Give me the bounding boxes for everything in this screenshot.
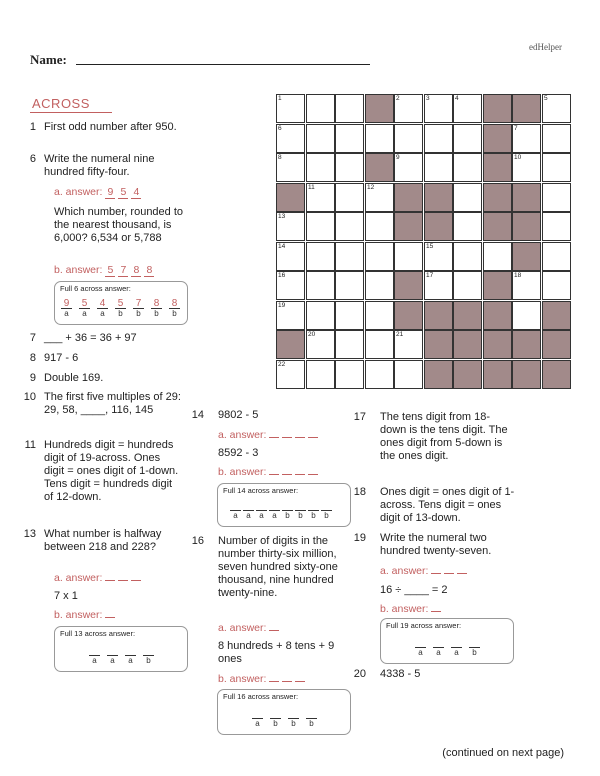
answer-slot[interactable]: a <box>125 645 136 665</box>
answer-slot[interactable]: 5 b <box>115 298 126 318</box>
grid-cell[interactable] <box>483 242 512 271</box>
grid-block <box>483 183 512 212</box>
grid-cell[interactable] <box>453 94 482 123</box>
grid-cell[interactable] <box>365 124 394 153</box>
grid-cell-number: 22 <box>278 361 286 368</box>
answer-slot[interactable]: 5 a <box>79 298 90 318</box>
grid-block <box>512 242 541 271</box>
answer-digit[interactable]: 9 <box>105 186 115 199</box>
clue-6-across <box>22 153 192 181</box>
grid-cell-number: 14 <box>278 243 286 250</box>
grid-cell[interactable] <box>306 153 335 182</box>
grid-cell[interactable] <box>365 360 394 389</box>
clue-number: 18 <box>353 486 366 498</box>
answer-digit[interactable] <box>457 573 467 574</box>
full-answer-label: Full 14 across answer: <box>223 486 299 495</box>
grid-cell[interactable] <box>306 301 335 330</box>
clue-11-across <box>22 439 192 519</box>
grid-block <box>542 330 571 359</box>
clue-number: 7 <box>29 332 36 344</box>
grid-cell[interactable] <box>365 330 394 359</box>
grid-cell[interactable] <box>453 153 482 182</box>
grid-cell[interactable] <box>542 183 571 212</box>
answer-slot[interactable]: a <box>107 645 118 665</box>
clue-14-b-answer <box>218 466 321 478</box>
grid-cell-number: 18 <box>514 272 522 279</box>
continued-note: (continued on next page) <box>442 747 564 759</box>
full-answer-box-13 <box>54 626 188 672</box>
answer-digit[interactable] <box>105 580 115 581</box>
clue-text: First odd number after 950. <box>44 121 177 133</box>
grid-block <box>424 330 453 359</box>
clue-16-b-answer <box>218 673 308 685</box>
clue-text: Write the numeral nine hundred fifty-four. <box>44 153 155 178</box>
full-answer-box-16 <box>217 689 351 735</box>
answer-slot[interactable]: a <box>252 708 263 728</box>
clue-text: Double 169. <box>44 372 104 384</box>
grid-cell[interactable] <box>276 153 305 182</box>
grid-cell[interactable] <box>394 124 423 153</box>
grid-cell[interactable] <box>542 124 571 153</box>
grid-block <box>483 153 512 182</box>
answer-slot[interactable]: b <box>270 708 281 728</box>
clue-13-across <box>22 528 192 568</box>
grid-cell[interactable] <box>335 360 364 389</box>
name-label: Name: <box>30 52 67 67</box>
answer-label: a. answer: <box>218 429 267 441</box>
answer-digit[interactable] <box>269 474 279 475</box>
grid-block <box>453 330 482 359</box>
grid-cell-number: 21 <box>396 331 404 338</box>
brand-label: edHelper <box>529 42 562 52</box>
clue-number: 11 <box>24 439 36 451</box>
grid-cell-number: 12 <box>367 184 375 191</box>
grid-block <box>542 360 571 389</box>
grid-cell[interactable] <box>306 242 335 271</box>
clue-14-across <box>190 409 350 423</box>
grid-cell-number: 7 <box>514 125 518 132</box>
clue-13-b-text: 7 x 1 <box>54 590 78 602</box>
clue-text: Ones digit = ones digit of 1-across. Tens digit = ones digit of 13-down. <box>380 486 515 524</box>
clue-9-across <box>22 372 192 386</box>
answer-slot[interactable]: a <box>256 500 267 520</box>
grid-block <box>542 301 571 330</box>
clue-17-across <box>352 411 532 465</box>
answer-digit[interactable]: 5 <box>118 186 128 199</box>
grid-cell-number: 9 <box>396 154 400 161</box>
clue-number: 10 <box>23 391 36 403</box>
grid-cell[interactable] <box>453 242 482 271</box>
grid-cell[interactable] <box>365 183 394 212</box>
clue-13-a-answer <box>54 572 144 584</box>
grid-cell[interactable] <box>365 242 394 271</box>
grid-cell[interactable] <box>512 271 541 300</box>
grid-block <box>483 301 512 330</box>
answer-slot[interactable]: b <box>295 500 306 520</box>
answer-label: b. answer: <box>218 673 267 685</box>
grid-cell[interactable] <box>306 183 335 212</box>
grid-block <box>394 212 423 241</box>
clue-18-across <box>352 486 532 526</box>
grid-cell[interactable] <box>306 124 335 153</box>
grid-cell[interactable] <box>512 124 541 153</box>
grid-cell-number: 5 <box>544 95 548 102</box>
clue-14-a-answer <box>218 429 321 441</box>
answer-slot[interactable]: b <box>306 708 317 728</box>
answer-digit[interactable] <box>269 437 279 438</box>
grid-cell[interactable] <box>335 301 364 330</box>
grid-cell[interactable] <box>276 212 305 241</box>
grid-cell[interactable] <box>394 330 423 359</box>
answer-digit[interactable] <box>282 474 292 475</box>
answer-slot[interactable]: b <box>143 645 154 665</box>
answer-slot[interactable]: a <box>415 637 426 657</box>
answer-digit[interactable] <box>269 681 279 682</box>
grid-block <box>276 330 305 359</box>
clue-text: Number of digits in the number thirty-six million, seven hundred sixty-one thousand, nine hundred twenty-nine. <box>218 535 338 599</box>
grid-block <box>483 360 512 389</box>
answer-digit[interactable]: 7 <box>118 264 128 277</box>
grid-cell[interactable] <box>542 242 571 271</box>
grid-cell-number: 20 <box>308 331 316 338</box>
answer-digit[interactable]: 4 <box>131 186 141 199</box>
clue-text-sequence: 29, 58, ____, 116, 145 <box>44 404 154 416</box>
clue-text: Hundreds digit = hundreds digit of 19-across. Ones digit = ones digit of 1-down. Tens digit = hundreds digit of 12-down. <box>44 439 179 503</box>
grid-cell-number: 4 <box>455 95 459 102</box>
clue-text: The first five multiples of 29: <box>44 391 181 403</box>
answer-digit[interactable] <box>269 630 279 631</box>
answer-label: b. answer: <box>54 264 103 276</box>
grid-cell[interactable] <box>335 271 364 300</box>
grid-cell[interactable] <box>335 242 364 271</box>
grid-cell[interactable] <box>424 153 453 182</box>
answer-slot[interactable]: b <box>288 708 299 728</box>
grid-block <box>424 212 453 241</box>
answer-label: a. answer: <box>380 565 429 577</box>
grid-cell-number: 10 <box>514 154 522 161</box>
grid-cell[interactable] <box>335 183 364 212</box>
answer-label: a. answer: <box>218 622 267 634</box>
full-answer-label: Full 13 across answer: <box>60 629 136 638</box>
grid-block <box>483 330 512 359</box>
clue-16-a-answer <box>218 622 282 634</box>
grid-cell[interactable] <box>394 360 423 389</box>
grid-cell[interactable] <box>424 271 453 300</box>
grid-cell[interactable] <box>306 360 335 389</box>
answer-slot[interactable]: a <box>230 500 241 520</box>
answer-slot[interactable]: 7 b <box>133 298 144 318</box>
grid-cell[interactable] <box>453 124 482 153</box>
grid-block <box>512 183 541 212</box>
clue-number: 13 <box>23 528 36 540</box>
answer-label: a. answer: <box>54 186 103 198</box>
answer-slot[interactable]: b <box>308 500 319 520</box>
clue-number: 8 <box>29 352 36 364</box>
clue-16-b-text: 8 hundreds + 8 tens + 9 ones <box>218 640 335 665</box>
clue-6-a-answer <box>54 186 144 199</box>
answer-digit[interactable] <box>295 681 305 682</box>
grid-block <box>512 360 541 389</box>
answer-slot[interactable]: b <box>282 500 293 520</box>
grid-cell[interactable] <box>542 153 571 182</box>
grid-cell[interactable] <box>365 212 394 241</box>
grid-cell-number: 6 <box>278 125 282 132</box>
clue-1-across <box>22 121 192 149</box>
grid-cell[interactable] <box>276 242 305 271</box>
answer-slot[interactable]: b <box>469 637 480 657</box>
grid-cell-number: 1 <box>278 95 282 102</box>
answer-digit[interactable] <box>105 617 115 618</box>
grid-cell-number: 16 <box>278 272 286 279</box>
grid-cell-number: 17 <box>426 272 434 279</box>
grid-cell[interactable] <box>335 330 364 359</box>
clue-10-across <box>22 391 192 431</box>
answer-slot[interactable]: b <box>321 500 332 520</box>
grid-cell[interactable] <box>365 271 394 300</box>
full-answer-box-6 <box>54 281 188 325</box>
grid-block <box>394 301 423 330</box>
grid-cell[interactable] <box>335 153 364 182</box>
answer-slot[interactable]: 9 a <box>61 298 72 318</box>
grid-cell[interactable] <box>424 124 453 153</box>
answer-label: b. answer: <box>380 603 429 615</box>
answer-slot[interactable]: 4 a <box>97 298 108 318</box>
grid-cell[interactable] <box>306 212 335 241</box>
grid-block <box>483 271 512 300</box>
answer-digit[interactable] <box>308 437 318 438</box>
clue-number: 16 <box>191 535 204 547</box>
grid-block <box>483 124 512 153</box>
name-field[interactable] <box>76 64 370 65</box>
full-answer-label: Full 19 across answer: <box>386 621 462 630</box>
clue-text: ___ + 36 = 36 + 97 <box>44 332 137 344</box>
grid-cell[interactable] <box>276 360 305 389</box>
answer-digit[interactable] <box>431 611 441 612</box>
answer-digit[interactable] <box>295 474 305 475</box>
grid-cell[interactable] <box>542 212 571 241</box>
clue-19-b-answer <box>380 603 444 615</box>
grid-cell[interactable] <box>424 242 453 271</box>
grid-cell-number: 2 <box>396 95 400 102</box>
grid-cell[interactable] <box>424 94 453 123</box>
clue-14-b-text: 8592 - 3 <box>218 447 259 459</box>
across-heading-text: ACROSS <box>32 96 90 111</box>
grid-cell[interactable] <box>335 212 364 241</box>
grid-cell[interactable] <box>512 153 541 182</box>
answer-digit[interactable] <box>282 681 292 682</box>
grid-block <box>453 360 482 389</box>
clue-8-across <box>22 352 192 366</box>
grid-cell[interactable] <box>453 183 482 212</box>
grid-block <box>276 183 305 212</box>
clue-text: 4338 - 5 <box>380 668 421 680</box>
clue-number: 14 <box>191 409 204 421</box>
across-heading <box>32 96 90 111</box>
grid-cell[interactable] <box>394 153 423 182</box>
answer-slot[interactable]: 8 b <box>151 298 162 318</box>
grid-cell[interactable] <box>453 271 482 300</box>
clue-text: Write the numeral two hundred twenty-seven. <box>380 532 492 557</box>
answer-digit[interactable]: 8 <box>131 264 141 277</box>
answer-slot[interactable]: 8 b <box>169 298 180 318</box>
grid-block <box>424 301 453 330</box>
grid-cell-number: 13 <box>278 213 286 220</box>
answer-digit[interactable] <box>431 573 441 574</box>
full-answer-label: Full 16 across answer: <box>223 692 299 701</box>
grid-cell-number: 19 <box>278 302 286 309</box>
clue-6-b-text: Which number, rounded to the nearest thousand, is 6,000? 6,534 or 5,788 <box>54 206 184 244</box>
clue-20-across <box>352 668 532 682</box>
clue-7-across <box>22 332 192 346</box>
grid-cell[interactable] <box>306 271 335 300</box>
grid-cell[interactable] <box>306 330 335 359</box>
grid-cell[interactable] <box>276 301 305 330</box>
clue-number: 6 <box>29 153 36 165</box>
answer-digit[interactable]: 5 <box>105 264 115 277</box>
full-answer-label: Full 6 across answer: <box>60 284 131 293</box>
answer-slot[interactable]: a <box>269 500 280 520</box>
answer-digit[interactable]: 8 <box>144 264 154 277</box>
answer-slot[interactable]: a <box>243 500 254 520</box>
grid-cell-number: 15 <box>426 243 434 250</box>
grid-cell[interactable] <box>542 271 571 300</box>
grid-cell[interactable] <box>335 124 364 153</box>
grid-block <box>483 94 512 123</box>
answer-digit[interactable] <box>282 437 292 438</box>
grid-cell[interactable] <box>394 242 423 271</box>
heading-underline <box>30 112 112 113</box>
grid-block <box>424 183 453 212</box>
clue-19-b-text: 16 ÷ ____ = 2 <box>380 584 448 596</box>
answer-digit[interactable] <box>444 573 454 574</box>
grid-block <box>512 212 541 241</box>
clue-13-b-answer <box>54 609 118 621</box>
grid-cell[interactable] <box>453 212 482 241</box>
answer-digit[interactable] <box>131 580 141 581</box>
answer-digit[interactable] <box>118 580 128 581</box>
grid-block <box>365 94 394 123</box>
grid-cell[interactable] <box>276 124 305 153</box>
grid-cell-number: 3 <box>426 95 430 102</box>
clue-number: 19 <box>353 532 366 544</box>
grid-cell-number: 8 <box>278 154 282 161</box>
grid-cell[interactable] <box>276 94 305 123</box>
grid-block <box>483 212 512 241</box>
clue-6-b-answer <box>54 264 157 277</box>
answer-label: a. answer: <box>54 572 103 584</box>
grid-cell-number: 11 <box>308 184 315 191</box>
grid-cell[interactable] <box>542 94 571 123</box>
grid-block <box>394 183 423 212</box>
grid-block <box>512 330 541 359</box>
answer-slot[interactable]: a <box>451 637 462 657</box>
clue-text: What number is halfway between 218 and 228? <box>44 528 162 553</box>
clue-19-a-answer <box>380 565 470 577</box>
grid-block <box>394 271 423 300</box>
clue-text: 9802 - 5 <box>218 409 259 421</box>
grid-cell[interactable] <box>276 271 305 300</box>
grid-block <box>512 94 541 123</box>
answer-slot[interactable]: a <box>433 637 444 657</box>
grid-cell[interactable] <box>335 94 364 123</box>
answer-label: b. answer: <box>54 609 103 621</box>
answer-digit[interactable] <box>295 437 305 438</box>
full-answer-box-19 <box>380 618 514 664</box>
clue-text: 917 - 6 <box>44 352 79 364</box>
clue-number: 20 <box>353 668 366 680</box>
grid-cell[interactable] <box>394 94 423 123</box>
grid-block <box>453 301 482 330</box>
answer-slot[interactable]: a <box>89 645 100 665</box>
grid-block <box>424 360 453 389</box>
grid-cell[interactable] <box>306 94 335 123</box>
clue-19-across <box>352 532 532 560</box>
full-answer-box-14 <box>217 483 351 527</box>
clue-text: The tens digit from 18-down is the tens digit. The ones digit from 5-down is the ones digit. <box>380 411 508 462</box>
clue-number: 1 <box>29 121 36 133</box>
answer-digit[interactable] <box>308 474 318 475</box>
answer-label: b. answer: <box>218 466 267 478</box>
grid-cell[interactable] <box>512 301 541 330</box>
clue-number: 17 <box>353 411 366 423</box>
clue-number: 9 <box>29 372 36 384</box>
grid-block <box>365 153 394 182</box>
grid-cell[interactable] <box>365 301 394 330</box>
clue-16-across <box>190 535 355 615</box>
